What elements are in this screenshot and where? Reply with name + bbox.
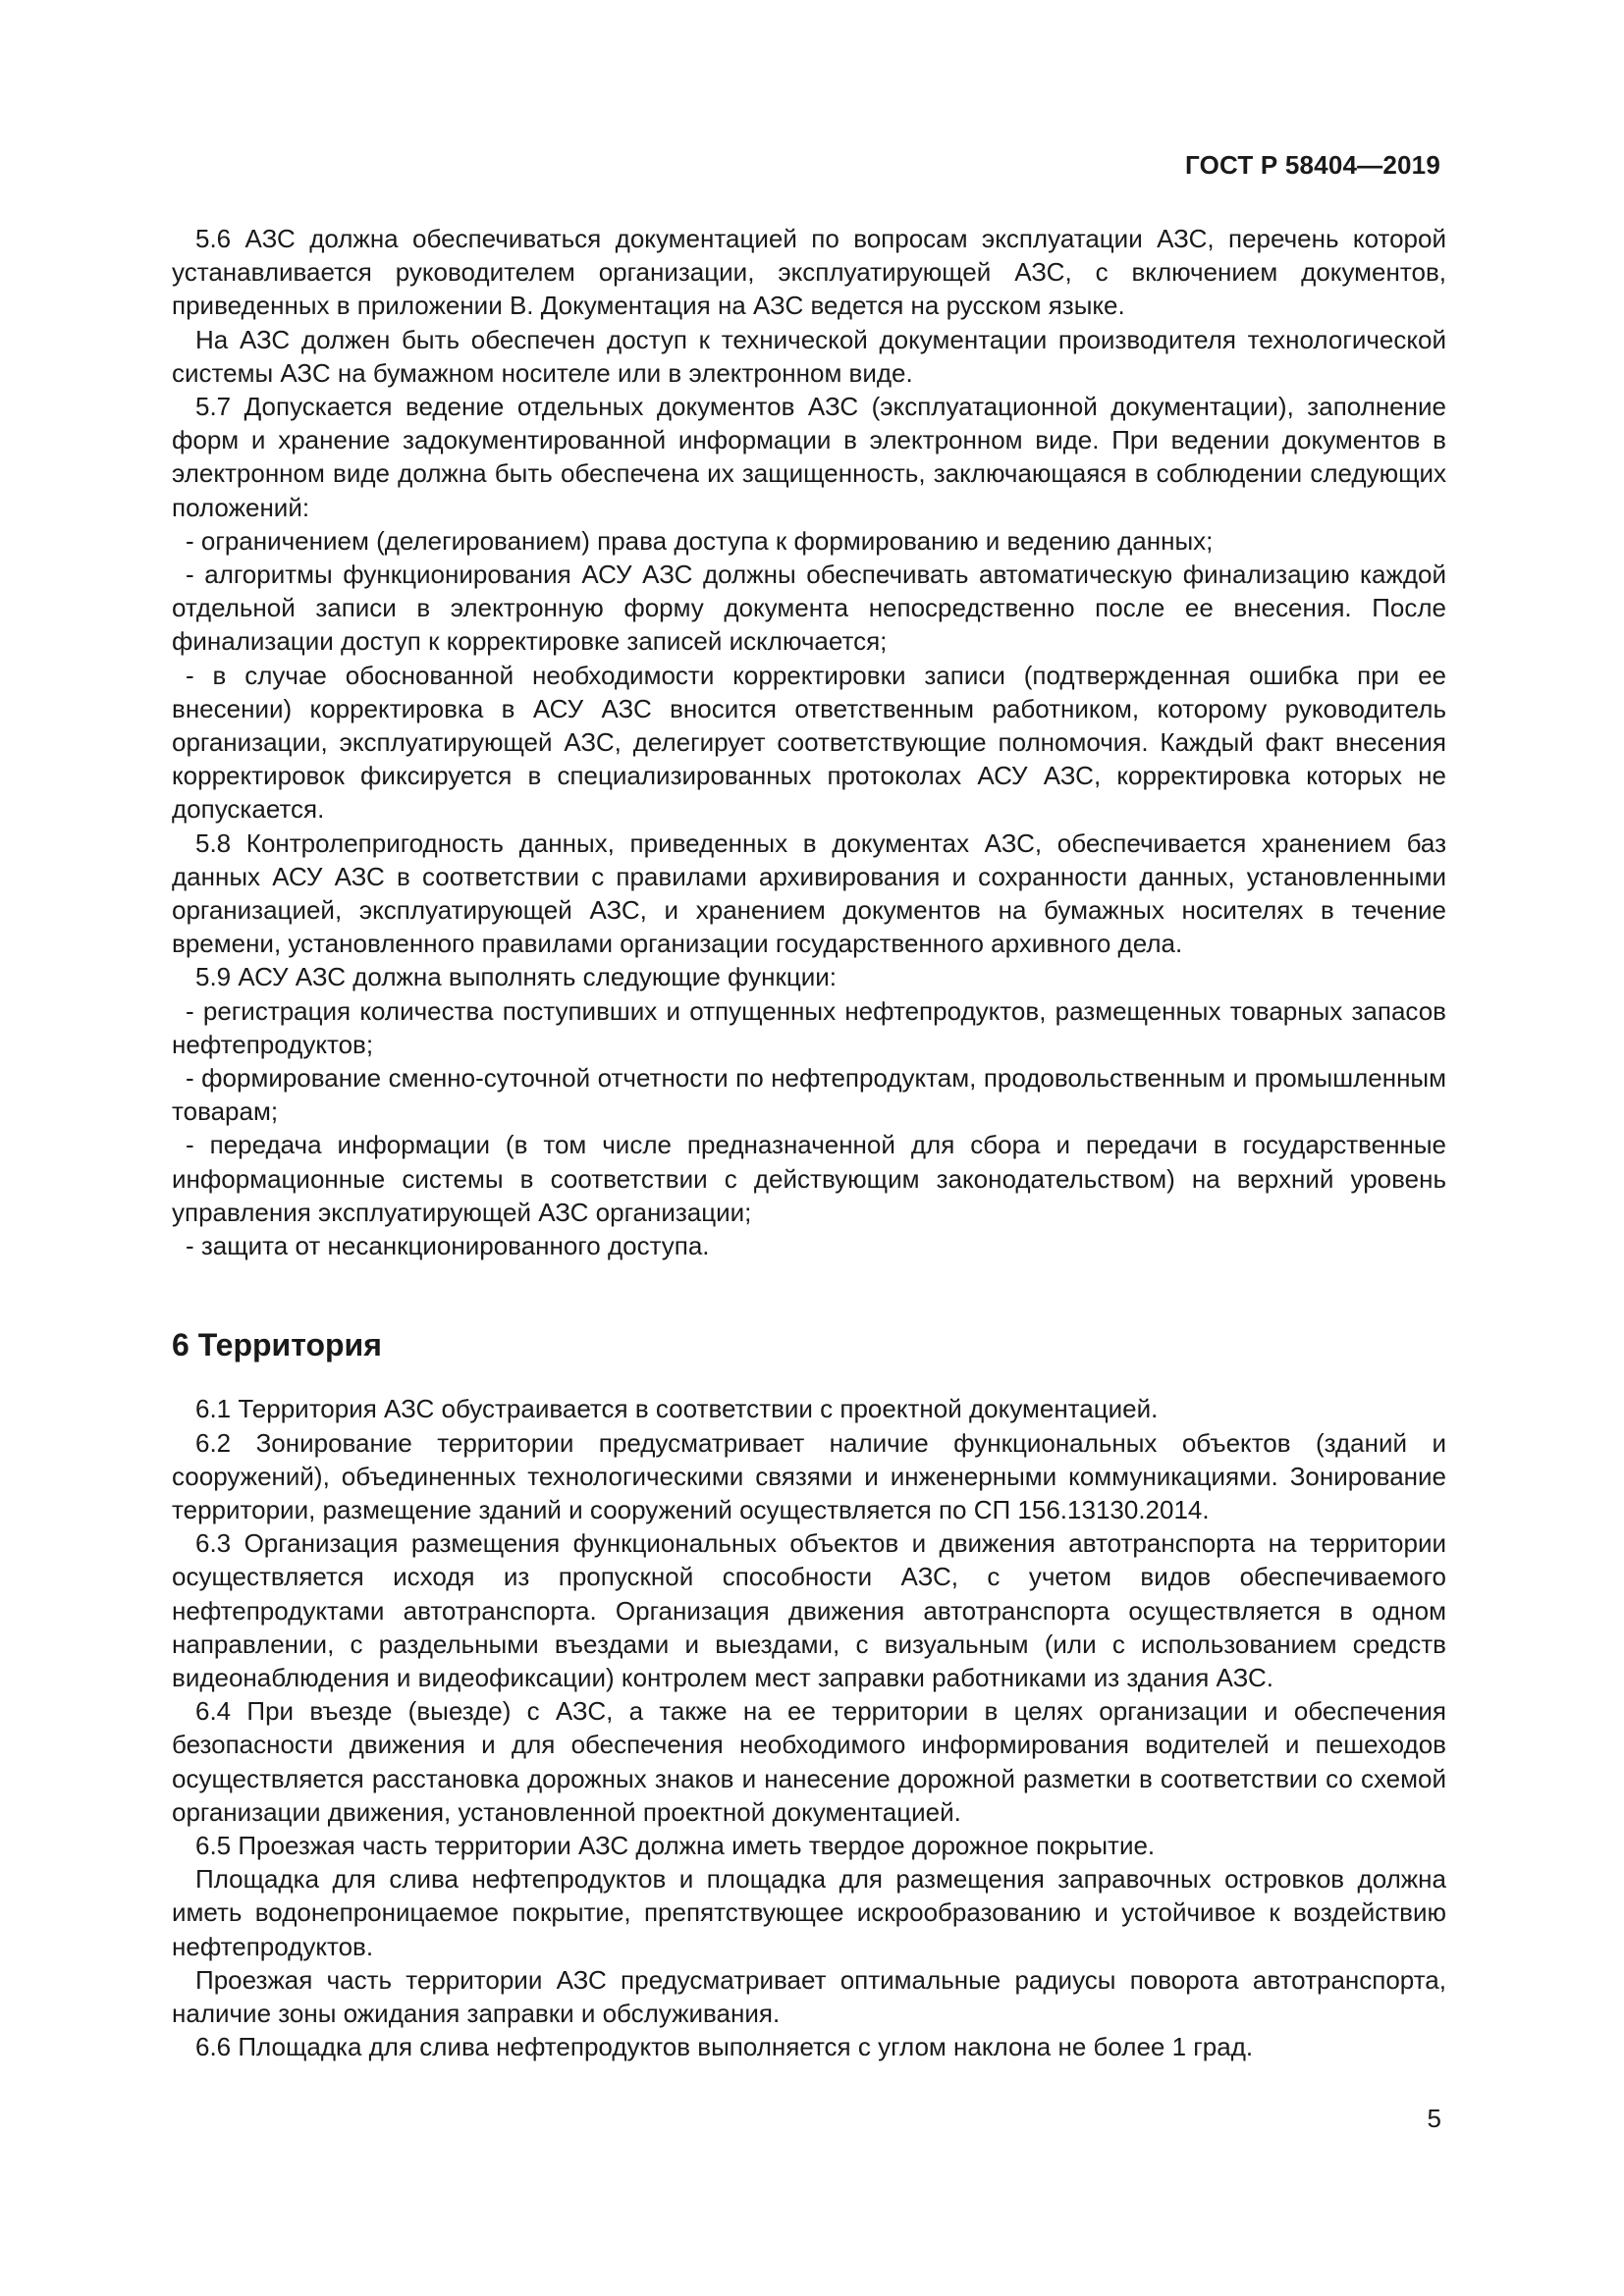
paragraph: Проезжая часть территории АЗС предусматривает оптимальные радиусы поворота автотранспорта, наличие зоны ожидания заправки и обслуживания. [172, 1964, 1446, 2028]
paragraph: На АЗС должен быть обеспечен доступ к технической документации производителя технологической системы АЗС на бумажном носителе или в электронном виде. [172, 324, 1446, 388]
paragraph: 5.8 Контролепригодность данных, приведенных в документах АЗС, обеспечивается хранением баз данных АСУ АЗС в соответствии с правилами архивирования и сохранности данных, установленными организацией, эксплуатирующей АЗС, и хранением документов на бумажных носителях в течение времени, установленного правилами организации государственного архивного дела. [172, 828, 1446, 959]
list-item: - передача информации (в том числе предназначенной для сбора и передачи в государственные информационные системы в соответствии с действующим законодательством) на верхний уровень управления эксплуатирующей АЗС организации; [172, 1130, 1446, 1227]
paragraph: Площадка для слива нефтепродуктов и площадка для размещения заправочных островков должна иметь водонепроницаемое покрытие, препятствующее искрообразованию и устойчивое к воздействию нефтепродуктов. [172, 1864, 1446, 1961]
page-content [172, 222, 1446, 2063]
list-item: - защита от несанкционированного доступа. [186, 1231, 710, 1261]
paragraph: 6.4 При въезде (выезде) с АЗС, а также на ее территории в целях организации и обеспечения безопасности движения и для обеспечения необходимого информирования водителей и пешеходов осуществляется расстановка дорожных знаков и нанесение дорожной разметки в соответствии со схемой организации движения, установленной проектной документацией. [172, 1696, 1446, 1827]
list-item: - алгоритмы функционирования АСУ АЗС должны обеспечивать автоматическую финализацию каждой отдельной записи в электронную форму документа непосредственно после ее внесения. После финализации доступ к корректировке записей исключается; [172, 560, 1446, 657]
paragraph: 5.9 АСУ АЗС должна выполнять следующие функции: [195, 962, 837, 992]
paragraph: 6.6 Площадка для слива нефтепродуктов выполняется с углом наклона не более 1 град. [195, 2032, 1254, 2062]
paragraph: 5.6 АЗС должна обеспечиваться документацией по вопросам эксплуатации АЗС, перечень которой устанавливается руководителем организации, эксплуатирующей АЗС, с включением документов, приведенных в приложении В. Документация на АЗС ведется на русском языке. [172, 224, 1446, 321]
paragraph: 6.1 Территория АЗС обустраивается в соответствии с проектной документацией. [195, 1394, 1159, 1424]
list-item: - в случае обоснованной необходимости корректировки записи (подтвержденная ошибка при ее внесении) корректировка в АСУ АЗС вносится ответственным работником, которому руководитель организации, эксплуатирующей АЗС, делегирует соответствующие полномочия. Каждый факт внесения корректировок фиксируется в специализированных протоколах АСУ АЗС, корректировка которых не допускается. [172, 660, 1446, 825]
paragraph: 6.3 Организация размещения функциональных объектов и движения автотранспорта на территории осуществляется исходя из пропускной способности АЗС, с учетом видов обеспечиваемого нефтепродуктами автотранспорта. Организация движения автотранспорта осуществляется в одном направлении, с раздельными въездами и выездами, с визуальным (или с использованием средств видеонаблюдения и видеофиксации) контролем мест заправки работниками из здания АЗС. [172, 1528, 1446, 1692]
document-header: ГОСТ Р 58404—2019 [1185, 150, 1440, 180]
list-item: - ограничением (делегированием) права доступа к формированию и ведению данных; [186, 525, 1214, 556]
list-item: - формирование сменно-суточной отчетности по нефтепродуктам, продовольственным и промышленным товарам; [172, 1063, 1446, 1127]
paragraph: 6.2 Зонирование территории предусматривает наличие функциональных объектов (зданий и сооружений), объединенных технологическими связями и инженерными коммуникациями. Зонирование территории, размещение зданий и сооружений осуществляется по СП 156.13130.2014. [172, 1427, 1446, 1524]
section-6-body [172, 1392, 1446, 2063]
section-6-title: 6 Территория [172, 1327, 382, 1363]
list-item: - регистрация количества поступивших и отпущенных нефтепродуктов, размещенных товарных запасов нефтепродуктов; [172, 995, 1446, 1059]
paragraph: 5.7 Допускается ведение отдельных документов АЗС (эксплуатационной документации), заполнение форм и хранение задокументированной информации в электронном виде. При ведении документов в электронном виде должна быть обеспечена их защищенность, заключающаяся в соблюдении следующих положений: [172, 392, 1446, 522]
paragraph: 6.5 Проезжая часть территории АЗС должна иметь твердое дорожное покрытие. [195, 1830, 1156, 1860]
page-number: 5 [1427, 2104, 1441, 2133]
section-5-body [172, 222, 1446, 1262]
